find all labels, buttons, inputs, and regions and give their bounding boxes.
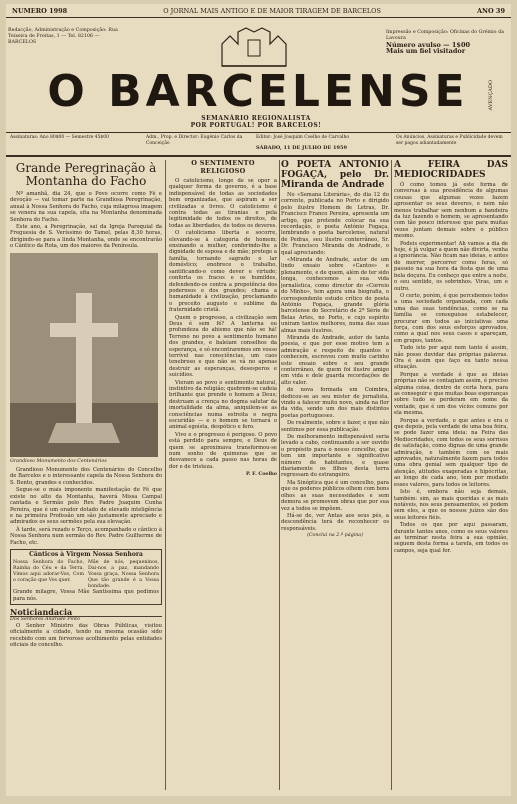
year-label: ANO 39 — [477, 6, 505, 15]
motto-line: POR PORTUGAL! POR BARCELOS! — [190, 122, 322, 129]
article-paragraph: Porque a verdade, o que antes e era o que depois, pela verdade de uma boa feira, se pode fazer uma ideia: na Feira das Mediocridades, com todos os seus sorrisos de satisfação, como dignas de uma grande admiração, e também com os mais aprovados, naturalmente fazem para todos uma obra genial sem qualquer tipo de atenção, atitudes exageradas e hipócritas, ao longo de cada ano, tem por mudado esses valores, para todos os leitores. — [394, 417, 508, 488]
article-paragraph: Grandioso Monumento dos Centenários do Concelho de Barcelos e o interessante capela da Nossa Senhora do S. Bento, grandes e conhecidos. — [10, 467, 162, 486]
article-paragraph: Ó como tomou já este forma de conversas à sua presidência de algumas cousas que algumas vezes fazem aprosentar os seus deveres, e nem não menos trabalhar sem nenhum a bandeira da luz fazendo o homem, se apresentando com tão pouco interesse que para muitas vezes juntam demais sobre o público mesmo. — [394, 182, 508, 240]
article-paragraph: Tudo isto por aqui nem tanto é assim, não posso duvidar das próprias palavras. Ora é assim que faço eu tanto nessa situação. — [394, 345, 508, 371]
masthead-tag: Mais um fiel visitador — [386, 47, 466, 55]
songs-box — [10, 549, 162, 605]
ads-info: Os Anúncios, Assinaturas e Publicidade devem ser pagos adiantadamente — [396, 135, 503, 146]
newspaper-subtitle — [156, 115, 356, 129]
column-rule — [391, 160, 392, 790]
article-paragraph: À tarde, será rezado o Terço, acompanhado o cântico à Nossa Senhora num sermão do Rev. Padre Guilherme de Facho, etc. — [10, 526, 162, 546]
masthead-left-info: Redacção, Administração e Composição: Rua Teixeira de Freitas, 1 — Tel. 82106 — BARCELOS — [8, 28, 118, 45]
article-paragraph: Isto é, embora não seja demais, também: sim, as mais queridas e as mais notáveis, nos seus pensamentos, só podem sem eles, a que os nossos juízos são dos seus leitores fiéis. — [394, 489, 508, 521]
songs-title: Cânticos à Virgem Nossa Senhora — [29, 550, 143, 558]
column-rule — [279, 160, 280, 790]
avencado-label: AVENÇADO — [488, 80, 494, 111]
column-rule — [165, 160, 166, 790]
info-bar — [6, 132, 511, 157]
photo-caption: Grandioso Monumento dos Centenários — [10, 458, 107, 464]
article-headline: O SENTIMENTO RELIGIOSO — [191, 160, 255, 175]
article-signature: P. F. Coelho — [246, 471, 277, 478]
issue-number: NUMERO 1998 — [12, 6, 68, 15]
article-headline: O POETA ANTÓNIO FOGAÇA, pelo Dr. Miranda de Andrade — [281, 160, 389, 190]
song-verse: Nossa Senhora do Facho, Rainha do Céu e da Terra, Vimos aqui adorar-Vos, Com o coração que Vos quer. — [13, 560, 84, 583]
article-paragraph: Há-se de, ver Antas aos seus pés, a descendência terá de reconhecer os responsáveis. — [281, 512, 389, 532]
song-verse: Grande milagre, Vossa Mãe Santíssima que pedimos para nós. — [13, 589, 159, 602]
article-paragraph: No «Semana Literária», do dia 12 do corrente, publicada no Porto e dirigido pelo ilustre Homem de Letras, Dr. Francisco Franco Pereira, apresenta um artigo, que pretende colocar na sua recordação, o poeta António Fogaça, lembrando o poeta barcelense, natural de Pedras, seu ilustre conterrâneo, Sr. Dr. Francisco Miranda de Andrade, o qual apreciando: — [281, 192, 389, 256]
article-headline: A FEIRA DAS MEDIOCRIDADES — [394, 160, 508, 180]
masthead-right-info — [386, 30, 504, 54]
article-paragraph: Segue-se o mais imponente manifestação de Fé que existe no alto da Montanha, haverá Missa Campal cantada e Sermão pelo Rev. Padre Joaquim Cunha Pereira, que é um orador dotado de elevado inteligência e na primeira Profissão um são justamente apreciado e admirados os seus sermões pela sua elevação. — [10, 487, 162, 526]
price-info: Número avulso — 1$00 — [386, 41, 470, 49]
article-paragraph: De melhoramento indispensável seria levado a cabo, continuando a ser ouvido o propósito para o nosso concelho, que tem um importante e significativo número de habitantes, e quase diariamente os filhos desta terra regressam do estrangeiro. — [281, 434, 389, 479]
editor-info: Editor: José Joaquim Coelho de Carvalho — [256, 135, 350, 140]
issue-date: SÁBADO, 11 DE JULHO DE 1959 — [256, 145, 347, 151]
article-paragraph: Vieram ao povo o sentimento natural, instintivo da religião; quebrem-se cadeia brilhante que prende o homem a Deus; destruam a crença no dogma salutar da imortalidade da alma, aniquilem-se as consciências numa estreita e negra escuridão — e o homem se tornará o animal egoísta, despótico e fero. — [169, 379, 277, 431]
article-paragraph: de nova formada em Coimbra, dedicou-se ao seu mister de jornalista, vindo a falecer muito novo, ainda na flor da vida, sendo um dos mais distintos poetas portugueses. — [281, 387, 389, 419]
section-byline: Dos Senhores Andrade Pinto — [10, 616, 80, 622]
article-paragraph: Este ano, a Peregrinação, sai da Igreja Paroquial da Freguesia de S. Veríssimo do Tamel, pelas 8,30 horas, dirigindo-se para a linda Montanha, onde se encontrarão o Cântico da Rota, um dos maiores da Península. — [10, 224, 162, 250]
column-3 — [281, 160, 389, 790]
article-paragraph: Miranda de Andrade, autor de tanta poesia, e que por esse motivo tem a admiração e respeito de quantos o conhecem, escreveu com muito carinho este ensaio sobre o seu grande conterrâneo, de quem foi ilustre amigo em vida e dele guarda recordações de alto valor. — [281, 334, 389, 386]
article-paragraph: Nº amanhã, dia 24, que o Povo ocorre como Fé e devoção — vai tomar parte na Grandiosa Peregrinação, anual à Nossa Senhora do Facho, cuja milagrosa imagem se venera na sua capela, sita na Montanha denominada Senhora do Facho. — [10, 191, 162, 223]
column-4 — [394, 160, 508, 790]
article-paragraph: O certo, porém, é que percebemos todos a uma sociedade organizada, com cada uma das suas tendências, como se na família se conseguisse estabelecer, procurar em todos as iniciativas uma força, com dos seus esforços aprovados, como a qual nos seus casos e apareçam, em grupos, tantos. — [394, 292, 508, 344]
newspaper-title: O BARCELENSE — [47, 66, 469, 117]
article-paragraph: O Senhor Ministro das Obras Públicas, visitou oficialmente a cidade, tendo na mesma ocasião sido recebido com um fervoroso acolhimento pelas entidades oficiais do concelho. — [10, 622, 162, 649]
newspaper-page — [6, 4, 511, 796]
article-paragraph: Todos os que por aqui passaram, durante tantos anos, como os seus valores ao terminar nesta feira a sua opinião, seguem desta forma a tarefa, em todos os campos, seja qual for. — [394, 522, 508, 554]
tagline: O JORNAL MAIS ANTIGO E DE MAIOR TIRAGEM DE BARCELOS — [163, 6, 381, 15]
printer-info: Impressão e Composição: Oficinas do Grémio da Lavoura — [386, 30, 505, 41]
article-paragraph: O catolicismo liberta e socorre, elevando-se à categoria de homem; ensinando a mulher, conferindo-lhe a dignidade de esposa e de mãe; protege a família, tornando sagrado o lar doméstico; enobrece o trabalho, santificando-o como dever e virtude; conforta os fracos e os humildes, defendendo-os contra a prepotência dos poderosos e dos grandes; chama a humanidade à civilização, proclamando o preceito augusto e sublime da fraternidade cristã. — [169, 230, 277, 314]
article-paragraph: Vivo e o progresso é perigoso. O povo está perdido para sempre, e Deus de quem se aproximava transformou-se num sonho de quimeras que se desvanece a cada passo nas horas de dor e de tristeza. — [169, 431, 277, 470]
monument-photo — [10, 253, 158, 457]
song-verse: Mãe de nós, pequeninos, Dai-nos a paz, mandando Vossa graça, Nossa Senhora Que tão grande é a Vossa bondade. — [88, 560, 159, 589]
article-paragraph: Podeis experimentar! Ah vamos a dia de hoje, é já vulgar a quem não divirta, venha a ignorância. Não ficam nas ideias, e antes de morrer, percorrer como feras, só passeio na sua hora da festa que de uma bela doçura. Eu conheço que entre a noite, o seu sentido, os sobrinhos. Viras, um e outro. — [394, 240, 508, 292]
subtitle-line: SEMANÁRIO REGIONALISTA — [201, 115, 311, 122]
section-title: Noticiandacia — [10, 609, 162, 616]
masthead — [6, 20, 511, 130]
article-paragraph: De realmente, sobre o fazer, e que não sentimos por essa publicação. — [281, 420, 389, 433]
article-paragraph: Porque a verdade é que as ideias próprias não se contagiam assim, é preciso alguma coisa, dentro de certa hora, para as conseguir e que muitas boas esperanças sobre tudo se perderam em nome da vontade, que é um dos vícios comuns por ela mesma. — [394, 371, 508, 417]
article-paragraph: Quem o progresso, a civilização sem Deus é sem fé? A lanterna ou profundeza do abismo que não se há! Terreno no povo a sentimento humano dos grandes, e baleiam conselhos da esperança, e só encontraremos em vosso terrível nas consciências, um caos tenebroso e que não se vá no apenas destruir as esperanças, desesperos e suicídios. — [169, 314, 277, 379]
article-paragraph: O catolicismo, longe de se opor a qualquer forma de governo, é a base indispensável de todas as sociedades bem organizadas, que aspiram a ser civilizadas e livres. O catolicismo é contra todas as tiranias e pela legitimidade de todos os direitos, de todas as liberdades, de todos os deveres. — [169, 178, 277, 229]
continued-note: (Conclui na 2.ª página) — [306, 533, 364, 539]
subscriptions: Assinaturas: Ano 80$00 — Semestre 45$00 — [10, 135, 110, 140]
monument-cross-icon — [10, 253, 158, 457]
top-line — [6, 4, 511, 18]
article-paragraph: Ma Sinóptica que é um concelho, para que os poderes públicos olhem com bons olhos as suas necessidades e sem demora se promovem obras que por sua vez a todos se impõem. — [281, 479, 389, 512]
column-2 — [169, 160, 277, 790]
article-paragraph: «Miranda de Andrade, autor de um lindo ensaio sobre «Cantos» e plenamente, e de quem, além de ter sido longa, conhecemos a sua vida jornalística, como director do «Correio do Minho», tem agora uma biografia, o correspondente estudo crítico do poeta António Fogaça, grande glória barcelense do Secretário de 2ª Série de Belas Artes, no Porto, e cujo espírito uniram tantos melhores, numa das suas almas mais ilustres. — [281, 257, 389, 334]
director-info: Adm., Prop. e Director: Eugénio Carlos da Conceição — [146, 135, 243, 146]
article-headline: Grande Peregrinação à Montanha do Facho — [15, 161, 157, 188]
city-crest-icon — [214, 26, 294, 68]
column-1 — [10, 160, 162, 790]
